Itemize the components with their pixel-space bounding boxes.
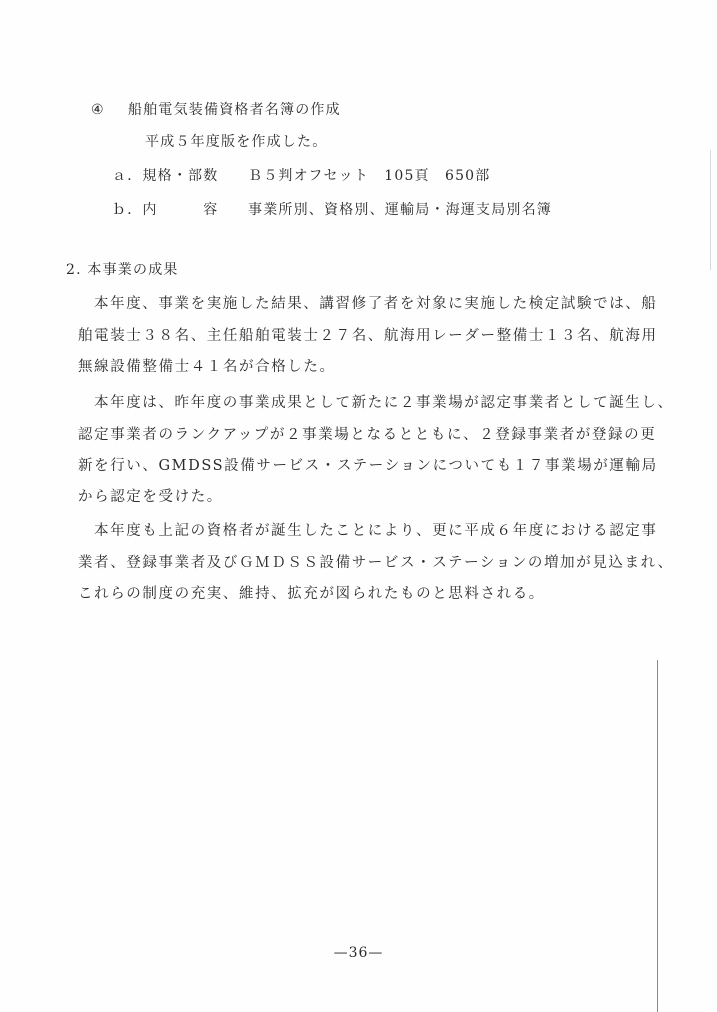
section2-line: 業者、登録事業者及びＧＭＤＳＳ設備サービス・ステーションの増加が見込まれ、: [78, 555, 674, 571]
scan-edge-shadow-top: [710, 150, 711, 270]
section2-line: 無線設備整備士４１名が合格した。: [78, 359, 336, 375]
section2-line: 本年度は、昨年度の事業成果として新たに２事業場が認定事業者として誕生し、: [94, 395, 674, 411]
section2-line: 本年度、事業を実施した結果、講習修了者を対象に実施した検定試験では、船: [94, 296, 658, 312]
item4-row-b-label: ｂ．内 容: [112, 202, 219, 218]
section2-line: 新を行い、GMDSS設備サービス・ステーションについても１７事業場が運輸局: [78, 458, 658, 474]
section2-line: これらの制度の充実、維持、拡充が図られたものと思料される。: [78, 586, 545, 602]
section2-heading: 2. 本事業の成果: [66, 262, 179, 278]
item4-row-b-value: 事業所別、資格別、運輸局・海運支局別名簿: [248, 202, 552, 218]
section2-line: から認定を受けた。: [78, 489, 223, 505]
page-number: —36—: [333, 945, 384, 961]
item4-heading: 船舶電気装備資格者名簿の作成: [128, 102, 341, 118]
item4-row-a-label: ａ．規格・部数: [112, 168, 219, 184]
section2-line: 舶電装士３８名、主任船舶電装士２７名、航海用レーダー整備士１３名、航海用: [78, 328, 658, 344]
section2-line: 本年度も上記の資格者が誕生したことにより、更に平成６年度における認定事: [94, 523, 658, 539]
section2-line: 認定事業者のランクアップが２事業場となるとともに、２登録事業者が登録の更: [78, 427, 657, 443]
item4-row-a-value: Ｂ５判オフセット 105頁 650部: [248, 168, 491, 184]
item4-marker: ④: [91, 102, 105, 118]
item4-body: 平成５年度版を作成した。: [145, 134, 328, 150]
scan-edge-shadow: [657, 660, 658, 1012]
